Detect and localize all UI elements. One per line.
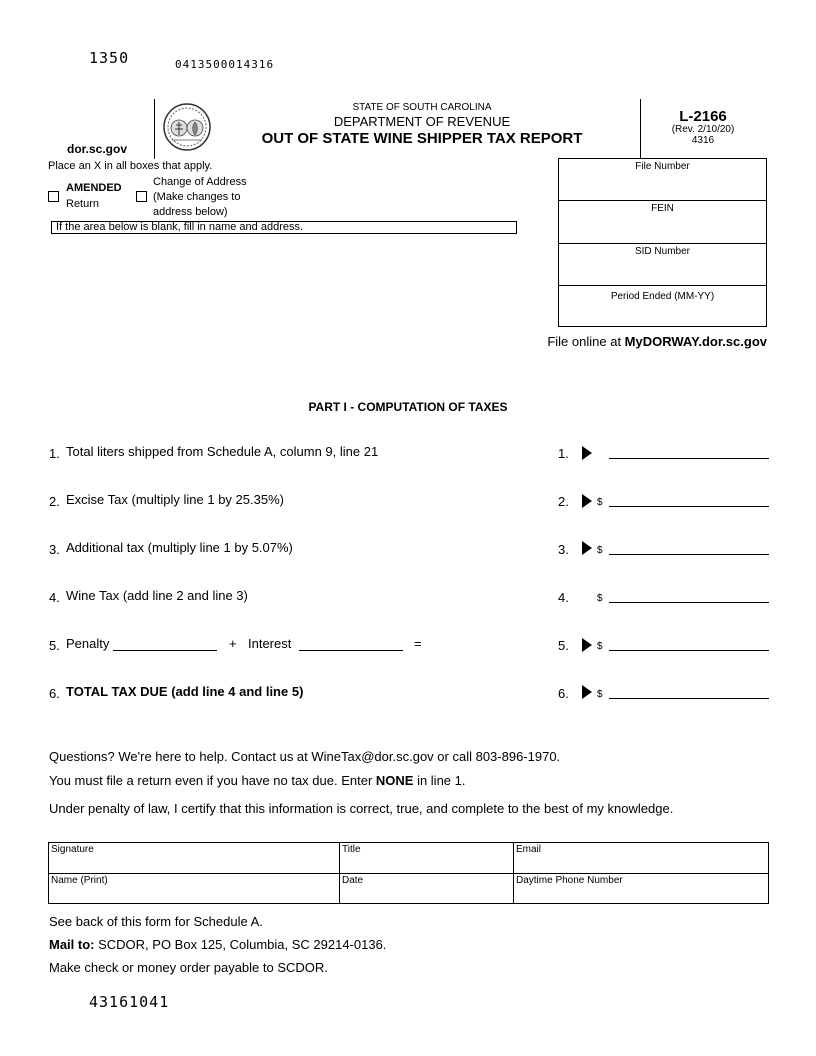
mail-address: SCDOR, PO Box 125, Columbia, SC 29214-0136. <box>94 937 387 952</box>
see-back-text: See back of this form for Schedule A. <box>49 914 263 929</box>
website-label: dor.sc.gov <box>67 142 128 156</box>
line-1-ref: 1. <box>558 446 569 461</box>
line-4-label: Wine Tax (add line 2 and line 3) <box>66 588 248 603</box>
header-divider-right <box>640 99 641 159</box>
title-label: Title <box>342 844 361 855</box>
line-5-dollar: $ <box>597 641 603 652</box>
change-address-line3: address below) <box>153 206 228 218</box>
change-address-line1: Change of Address <box>153 176 247 188</box>
line-4-ref: 4. <box>558 590 569 605</box>
line-6-input[interactable] <box>609 684 769 699</box>
plus-sign: + <box>229 636 237 651</box>
scan-code-top: 1350 <box>89 49 130 67</box>
file-online-text <box>520 334 767 349</box>
interest-label: Interest <box>248 636 292 651</box>
instruction-text: Place an X in all boxes that apply. <box>48 160 213 172</box>
arrow-icon <box>582 541 592 555</box>
line-3-label: Additional tax (multiply line 1 by 5.07%) <box>66 540 293 555</box>
line-4-dollar: $ <box>597 593 603 604</box>
certify-text: Under penalty of law, I certify that this information is correct, true, and complete to the best of my knowledge. <box>49 801 674 816</box>
line-1-input[interactable] <box>609 444 769 459</box>
form-number: L-2166 <box>679 108 727 125</box>
line-6-ref: 6. <box>558 686 569 701</box>
form-code: 4316 <box>691 135 715 146</box>
line-6-label: TOTAL TAX DUE (add line 4 and line 5) <box>66 684 304 699</box>
change-address-line2: (Make changes to <box>153 191 241 203</box>
file-number-field[interactable] <box>558 158 767 201</box>
sid-number-field[interactable] <box>558 243 767 286</box>
phone-label: Daytime Phone Number <box>516 875 623 886</box>
state-seal-icon <box>162 102 212 152</box>
must-file-suffix: in line 1. <box>413 773 466 788</box>
address-note-box: If the area below is blank, fill in name and address. <box>51 221 517 234</box>
email-label: Email <box>516 844 542 855</box>
line-1-number: 1. <box>49 446 60 461</box>
line-1-label: Total liters shipped from Schedule A, column 9, line 21 <box>66 444 379 459</box>
line-3-dollar: $ <box>597 545 603 556</box>
period-ended-field[interactable] <box>558 285 767 327</box>
part1-heading: PART I - COMPUTATION OF TAXES <box>308 400 508 414</box>
equals-sign: = <box>414 636 422 651</box>
line-2-ref: 2. <box>558 494 569 509</box>
line-3-input[interactable] <box>609 540 769 555</box>
line-5-ref: 5. <box>558 638 569 653</box>
mydorway-link[interactable]: MyDORWAY.dor.sc.gov <box>624 334 767 349</box>
fein-label: FEIN <box>651 203 674 214</box>
mail-to-label: Mail to: <box>49 937 95 952</box>
line-2-number: 2. <box>49 494 60 509</box>
date-label: Date <box>342 875 364 886</box>
department-name: DEPARTMENT OF REVENUE <box>333 114 511 129</box>
period-ended-label: Period Ended (MM-YY) <box>610 291 715 302</box>
email-field[interactable] <box>513 843 768 873</box>
line-2-label: Excise Tax (multiply line 1 by 25.35%) <box>66 492 284 507</box>
scan-code-bottom: 43161041 <box>89 993 170 1011</box>
line-4-number: 4. <box>49 590 60 605</box>
line-3-number: 3. <box>49 542 60 557</box>
state-name: STATE OF SOUTH CAROLINA <box>352 102 492 113</box>
line-4-input[interactable] <box>609 588 769 603</box>
line-6-number: 6. <box>49 686 60 701</box>
line-5-input[interactable] <box>609 636 769 651</box>
form-revision: (Rev. 2/10/20) <box>671 124 735 135</box>
fein-field[interactable] <box>558 200 767 244</box>
signature-table <box>48 842 769 904</box>
payable-text: Make check or money order payable to SCDOR. <box>49 960 328 975</box>
must-file-text <box>49 773 466 788</box>
title-field[interactable] <box>339 843 513 873</box>
file-number-label: File Number <box>635 161 690 172</box>
file-online-prefix: File online at <box>547 334 625 349</box>
arrow-icon <box>582 685 592 699</box>
interest-input[interactable] <box>299 636 403 651</box>
must-file-prefix: You must file a return even if you have no tax due. Enter <box>49 773 376 788</box>
penalty-input[interactable] <box>113 636 217 651</box>
header-divider-left <box>154 99 155 159</box>
must-file-none: NONE <box>375 773 414 788</box>
form-title: OUT OF STATE WINE SHIPPER TAX REPORT <box>261 130 583 147</box>
amended-label: AMENDED <box>66 182 122 194</box>
change-of-address-checkbox[interactable] <box>136 191 147 202</box>
amended-sublabel: Return <box>66 198 100 210</box>
signature-field[interactable] <box>49 843 339 873</box>
name-print-label: Name (Print) <box>51 875 108 886</box>
line-6-dollar: $ <box>597 689 603 700</box>
arrow-icon <box>582 638 592 652</box>
phone-field[interactable] <box>513 874 768 903</box>
name-print-field[interactable] <box>49 874 339 903</box>
arrow-icon <box>582 494 592 508</box>
line-2-input[interactable] <box>609 492 769 507</box>
line-5-penalty-label: Penalty <box>66 636 110 651</box>
arrow-icon <box>582 446 592 460</box>
questions-text: Questions? We're here to help. Contact us at WineTax@dor.sc.gov or call 803-896-1970. <box>49 749 561 764</box>
line-2-dollar: $ <box>597 497 603 508</box>
mail-to-text <box>49 937 386 952</box>
line-5-number: 5. <box>49 638 60 653</box>
line-3-ref: 3. <box>558 542 569 557</box>
amended-return-checkbox[interactable] <box>48 191 59 202</box>
scan-number: 0413500014316 <box>175 58 275 71</box>
signature-label: Signature <box>51 844 94 855</box>
date-field[interactable] <box>339 874 513 903</box>
sid-number-label: SID Number <box>634 246 690 257</box>
